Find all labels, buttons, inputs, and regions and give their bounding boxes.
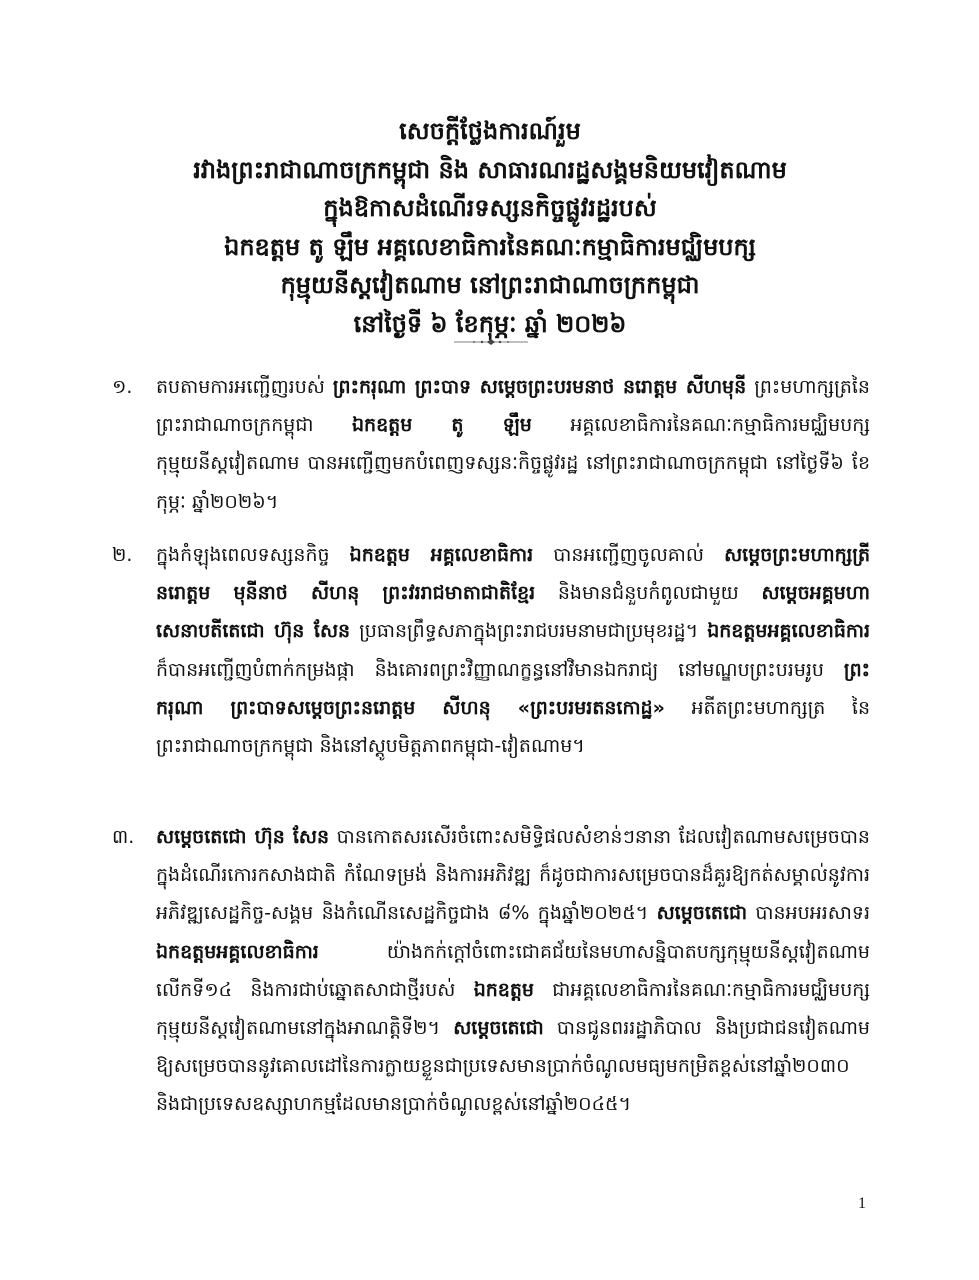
paragraph-2: [112, 536, 870, 765]
title-line-3: ក្នុងឱកាសដំណើរទស្សនកិច្ចផ្លូវរដ្ឋរបស់: [323, 194, 657, 222]
text-run: តបតាមការអញ្ជើញរបស់: [156, 376, 333, 398]
bold-text-run: សម្តេចអគ្គមហាសេនាបតីតេជោ ហ៊ុន សែន: [156, 582, 870, 643]
text-run: យ៉ាងកក់ក្តៅចំពោះជោគជ័យនៃមហាសន្និបាតបក្សកុម្មុយនីស្តវៀតណាម លើកទី១៤ និងការជាប់ឆ្នោតសាជាថ្មីរបស់: [156, 940, 870, 1001]
bold-text-run: ឯកឧត្តមអគ្គលេខាធិការ: [156, 940, 319, 963]
paragraph-number: ១.: [112, 376, 133, 398]
paragraph-1: [112, 368, 870, 521]
text-run: ក្នុងកំឡុងពេលទស្សនកិច្ច: [156, 544, 350, 566]
title-line-5: កុម្មុយនីស្តវៀតណាម នៅព្រះរាជាណាចក្រកម្ពុជា: [280, 271, 700, 299]
text-run: បានជូនពររដ្ឋាភិបាល និងប្រជាជនវៀតណាម ឱ្យសម្រេចបាននូវគោលដៅនៃការក្លាយខ្លួនជាប្រទេសមានប្រាក់ចំណូលមធ្យមកម្រិតខ្ពស់នៅឆ្នាំ២០៣០ និងជាប្រទេសឧស្សាហកម្មដែលមានប្រាក់ចំណូលខ្ពស់នៅឆ្នាំ២០៤៥។: [156, 1017, 870, 1116]
text-run: អគ្គលេខាធិការនៃគណៈកម្មាធិការមជ្ឈិមបក្សកុម្មុយនីស្តវៀតណាម បានអញ្ជើញមកបំពេញទស្សនៈកិច្ចផ្លូវរដ្ឋ នៅព្រះរាជាណាចក្រកម្ពុជា នៅថ្ងៃទី៦ ខែកុម្ភៈ ឆ្នាំ២០២៦។: [156, 414, 870, 513]
document-title: [100, 112, 880, 343]
text-run: ជាអគ្គលេខាធិការនៃគណៈកម្មាធិការមជ្ឈិមបក្សកុម្មុយនីស្តវៀតណាមនៅក្នុងអាណត្តិទី២។: [156, 978, 870, 1040]
bold-text-run: ព្រះករុណា ព្រះបាទសម្តេចព្រះនរោត្តម សីហនុ «ព្រះបរមរតនកោដ្ឋ»: [156, 658, 870, 719]
text-run: ក៏បានអញ្ជើញបំពាក់កម្រងផ្កា និងគោរពព្រះវិញ្ញាណក្ខន្ធនៅវិមានឯករាជ្យ នៅមណ្ឌបព្រះបរមរូប: [156, 658, 844, 681]
bold-text-run: សម្តេចព្រះមហាក្សត្រី នរោត្តម មុនីនាថ សីហនុ ព្រះវររាជមាតាជាតិខ្មែរ: [156, 544, 871, 605]
text-run: ព្រះមហាក្សត្រនៃព្រះរាជាណាចក្រកម្ពុជា: [156, 376, 870, 437]
text-run: បានអញ្ជើញចូលគាល់: [533, 544, 725, 566]
paragraph-text: [156, 818, 870, 1124]
bold-text-run: ឯកឧត្តម តូ ឡឹម: [351, 414, 532, 437]
title-line-4: ឯកឧត្តម តូ ឡឹម អគ្គលេខាធិការនៃគណៈកម្មាធិការមជ្ឈិមបក្ស: [224, 232, 756, 261]
page-number: 1: [858, 1195, 866, 1212]
paragraph-3: [112, 818, 870, 1124]
text-run: ប្រធានព្រឹទ្ធសភាក្នុងព្រះរាជបរមនាមជាប្រមុខរដ្ឋ។: [350, 620, 708, 643]
bold-text-run: ឯកឧត្តម អគ្គលេខាធិការ: [349, 544, 534, 566]
bold-text-run: ឯកឧត្តម: [473, 978, 534, 1001]
bold-text-run: សម្តេចតេជោ: [453, 1017, 544, 1040]
text-run: និងមានជំនួបកំពូលជាមួយ: [535, 582, 762, 605]
paragraph-number: ៣.: [112, 826, 135, 848]
bold-text-run: សម្តេចតេជោ: [656, 902, 748, 925]
paragraph-text: [156, 536, 870, 765]
title-line-6: នៅថ្ងៃទី ៦ ខែកុម្ភៈ ឆ្នាំ ២០២៦: [353, 309, 627, 338]
title-line-1: សេចក្តីថ្លែងការណ៍រួម: [399, 117, 581, 145]
paragraph-text: [156, 368, 870, 521]
bold-text-run: ឯកឧត្តមអគ្គលេខាធិការ: [707, 620, 871, 643]
text-run: អតីតព្រះមហាក្សត្រ នៃព្រះរាជាណាចក្រកម្ពុជា និងនៅស្តូបមិត្តភាពកម្ពុជា-វៀតណាម។: [156, 696, 871, 758]
bold-text-run: សម្តេចតេជោ ហ៊ុន សែន: [156, 826, 330, 848]
ornament-divider-icon: [452, 338, 530, 346]
paragraph-number: ២.: [112, 544, 133, 566]
title-line-2: រវាងព្រះរាជាណាចក្រកម្ពុជា និង សាធារណរដ្ឋសង្គមនិយមវៀតណាម: [193, 155, 787, 184]
text-run: បានអបអរសាទរ: [747, 902, 870, 925]
text-run: បានកោតសរសើរចំពោះសមិទ្ធិផលសំខាន់ៗនានា ដែលវៀតណាមសម្រេចបានក្នុងដំណើរកោរកសាងជាតិ កំណែទម្រង់ និងការអភិវឌ្ឍ ក៏ដូចជាការសម្រេចបានដ៏គួរឱ្យកត់សម្គាល់នូវការអភិវឌ្ឍសេដ្ឋកិច្ច-សង្គម និងកំណើនសេដ្ឋកិច្ចជាង ៨% ក្នុងឆ្នាំ២០២៥។: [156, 826, 870, 925]
bold-text-run: ព្រះករុណា ព្រះបាទ សម្តេចព្រះបរមនាថ នរោត្តម សីហមុនី: [332, 376, 747, 398]
